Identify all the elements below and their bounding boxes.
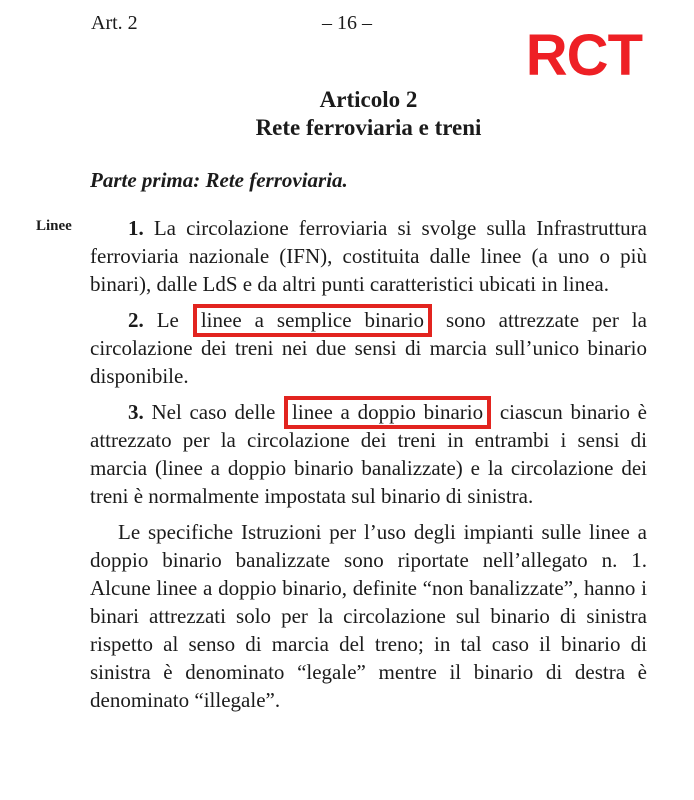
highlight-red-box: linee a doppio binario (284, 396, 491, 429)
paragraph-number: 1. (128, 216, 144, 240)
paragraph-text: ciascun binario è attrezzato per la circolazione dei treni in entrambi i sensi di marcia (linee a doppio binario banalizzate) e la circolazione dei treni è normalmente impostata sul binario di sinistra. (90, 400, 648, 508)
article-title-line1: Articolo 2 (319, 87, 418, 112)
paragraph-text: Le (143, 308, 192, 332)
header-page-number: – 16 – (322, 12, 372, 34)
paragraph-text: sono attrezzate per la circolazione dei treni nei due sensi di marcia sull’unico binario disponibile. (90, 308, 647, 388)
paragraph-4 (90, 518, 647, 714)
paragraph-text: La circolazione ferroviaria si svolge sulla Infrastruttura ferroviaria nazionale (IFN), costituita dalle linee (a uno o più binari), dalle LdS e da altri punti caratteristici ubicati in linea. (90, 216, 647, 296)
highlight-red-box: linee a semplice binario (193, 304, 432, 337)
article-title-line2: Rete ferroviaria e treni (255, 115, 482, 140)
paragraph-2 (90, 306, 647, 390)
paragraph-number: 2. (128, 308, 144, 332)
paragraph-3 (90, 398, 647, 510)
rct-stamp: RCT (525, 23, 642, 88)
content-column (36, 86, 648, 714)
paragraph-text: Nel caso delle (143, 400, 284, 424)
paragraph-number: 3. (128, 400, 144, 424)
section-heading: Parte prima: Rete ferroviaria. (90, 168, 348, 192)
header-article-label: Art. 2 (91, 12, 138, 34)
paragraph-1 (36, 214, 647, 298)
paragraph-text: Le specifiche Istruzioni per l’uso degli impianti sulle linee a doppio binario banalizzate sono riportate nell’allegato n. 1. Alcune linee a doppio binario, definite “non banalizzate”, hanno i binari attrezzati solo per la circolazione sul binario di sinistra rispetto al senso di marcia del treno; in tal caso il binario di sinistra è denominato “legale” mentre il binario di destra è denominato “illegale”. (90, 520, 647, 712)
document-body (36, 214, 648, 714)
margin-label: Linee (36, 218, 72, 234)
article-title (90, 86, 647, 142)
